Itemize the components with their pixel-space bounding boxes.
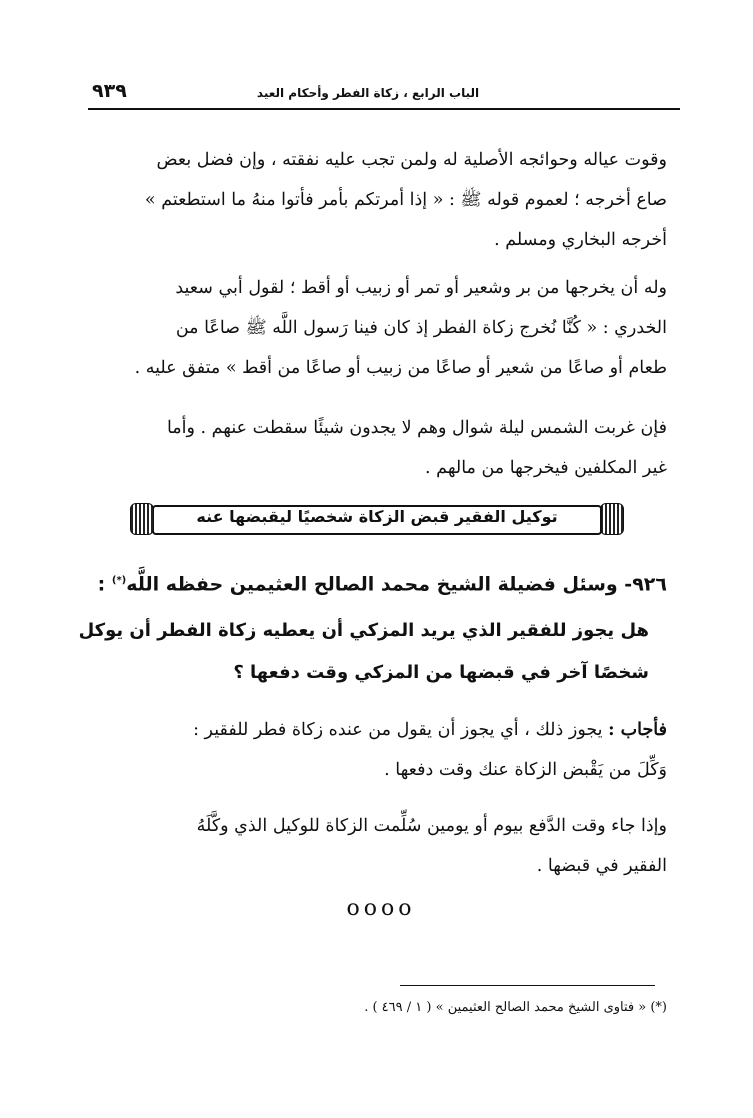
banner-end-cap-left: [130, 503, 154, 535]
question-line: هل يجوز للفقير الذي يريد المزكي أن يعطيه زكاة الفطر أن يوكل: [78, 620, 649, 641]
text-line: فإن غربت الشمس ليلة شوال وهم لا يجدون شيئًا سقطت عنهم . وأما: [166, 418, 667, 438]
footnote-divider: [400, 985, 655, 986]
text-line: وقوت عياله وحوائجه الأصلية له ولمن تجب عليه نفقته ، وإن فضل بعض: [156, 150, 667, 170]
text-line: وإذا جاء وقت الدَّفع بيوم أو يومين سُلِّمت الزكاة للوكيل الذي وكَّلَهُ: [196, 816, 667, 836]
text-line: وله أن يخرجها من بر وشعير أو تمر أو زبيب أو أقط ؛ لقول أبي سعيد: [175, 278, 667, 298]
paragraph-1: [81, 140, 667, 260]
question-heading-colon: :: [97, 573, 106, 596]
section-title-banner: [130, 499, 624, 537]
text-line: صاع أخرجه ؛ لعموم قوله ﷺ : « إذا أمرتكم بأمر فأتوا منهُ ما استطعتم »: [144, 190, 667, 210]
followup-paragraph: [81, 806, 667, 886]
paragraph-3: [81, 408, 667, 488]
question-text: [78, 610, 649, 694]
text-line: الفقير في قبضها .: [536, 856, 667, 876]
paragraph-2: [81, 268, 667, 388]
section-end-ornament: oooo: [346, 896, 416, 921]
text-line: غير المكلفين فيخرجها من مالهم .: [425, 458, 667, 478]
banner-end-cap-right: [600, 503, 624, 535]
page-number: ٩٣٩: [92, 80, 127, 102]
answer-text: يجوز ذلك ، أي يجوز أن يقول من عنده زكاة فطر للفقير :: [193, 720, 603, 740]
footnote-marker: (*): [111, 575, 127, 586]
answer-line-1: [81, 710, 667, 750]
text-line: الخدري : « كُنَّا نُخرج زكاة الفطر إذ كان فينا رَسول اللَّه ﷺ صاعًا من: [175, 318, 667, 338]
footnote: (*) « فتاوى الشيخ محمد الصالح العثيمين » ( ١ / ٤٦٩ ) .: [364, 1000, 667, 1015]
section-title: توكيل الفقير قبض الزكاة شخصيًا ليقبضها عنه: [196, 507, 558, 526]
running-header-title: الباب الرابع ، زكاة الفطر وأحكام العيد: [256, 86, 480, 100]
text-line: أخرجه البخاري ومسلم .: [494, 230, 667, 250]
question-heading-text: ٩٢٦- وسئل فضيلة الشيخ محمد الصالح العثيمين حفظه اللَّه: [126, 573, 667, 596]
answer-line-2: وَكِّلَ من يَقْبض الزكاة عنك وقت دفعها .: [384, 760, 667, 780]
answer-paragraph: [81, 710, 667, 790]
header-divider: [88, 108, 680, 110]
question-line: شخصًا آخر في قبضها من المزكي وقت دفعها ؟: [233, 662, 649, 683]
question-heading: [81, 561, 667, 604]
answer-label: فأجاب :: [608, 720, 667, 740]
text-line: طعام أو صاعًا من شعير أو صاعًا من زبيب أو صاعًا من أقط » متفق عليه .: [134, 358, 667, 378]
